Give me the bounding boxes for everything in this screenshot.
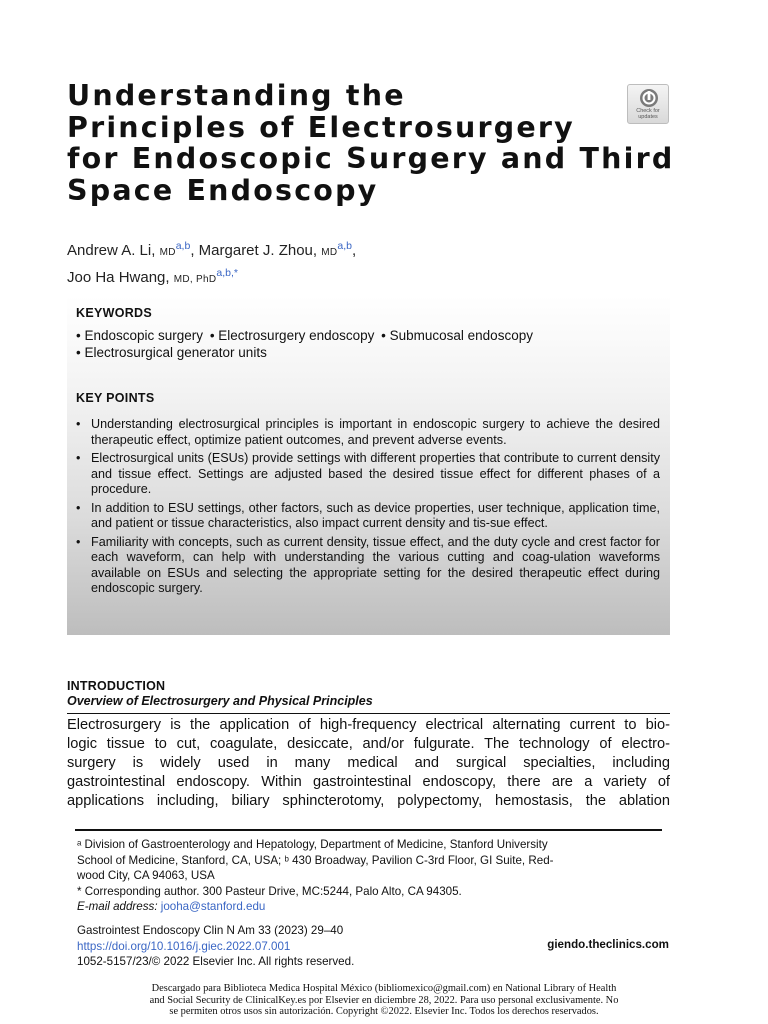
affiliation-note: ᵃ Division of Gastroenterology and Hepatology, Department of Medicine, Stanford University	[77, 838, 548, 851]
key-points-list	[75, 417, 660, 600]
title-line: for Endoscopic Surgery and Third	[67, 142, 675, 175]
check-for-updates-button[interactable]	[627, 84, 669, 124]
key-point-item: • Understanding electrosurgical principles is important in endoscopic surgery to achieve the desired therapeutic effect, optimize patient outcomes, and prevent adverse events.	[75, 417, 660, 448]
author-degree: MD	[321, 247, 338, 258]
email-label: E-mail address:	[77, 900, 161, 913]
journal-citation: Gastrointest Endoscopy Clin N Am 33 (2023) 29–40	[77, 924, 344, 937]
keywords-line	[76, 345, 270, 360]
body-line: applications including, biliary sphincterotomy, polypectomy, hemostasis, the ablation	[67, 792, 670, 809]
check-for-updates-icon	[639, 88, 659, 108]
author-degree: MD	[159, 247, 176, 258]
key-point-item: • Electrosurgical units (ESUs) provide settings with different properties that contribute to current density and tissue effect. Settings are adjusted based the desired tissue effect for different phases of a procedure.	[75, 451, 660, 498]
key-point-item: • In addition to ESU settings, other factors, such as device properties, user technique, application time, and patient or tissue characteristics, also impact current density and tis-sue effect.	[75, 501, 660, 532]
body-line: gastrointestinal endoscopy. Within gastrointestinal endoscopy, there are a variety of	[67, 773, 670, 790]
keyword: • Submucosal endoscopy	[381, 328, 533, 343]
download-notice-line: and Social Security de ClinicalKey.es por Elsevier en diciembre 28, 2022. Para uso personal exclusivamente. No	[149, 994, 619, 1006]
author-name: Andrew A. Li,	[67, 242, 160, 259]
subsection-rule	[67, 713, 670, 714]
keywords-heading: KEYWORDS	[76, 306, 153, 320]
footnotes	[77, 837, 662, 915]
keyword: • Electrosurgery endoscopy	[209, 328, 375, 343]
keywords-line	[76, 328, 536, 343]
body-paragraph	[67, 716, 670, 811]
footnote-rule	[75, 829, 662, 831]
affiliation-note: wood City, CA 94063, USA	[77, 869, 215, 882]
author-list	[67, 236, 687, 290]
body-line: logic tissue to cut, coagulate, desiccate, and/or fulgurate. The technology of electro-	[67, 735, 670, 752]
section-heading: INTRODUCTION	[67, 679, 166, 693]
author-separator: ,	[352, 242, 357, 259]
key-point-item: • Familiarity with concepts, such as current density, tissue effect, and the duty cycle and crest factor for each waveform, can help with understanding the various cutting and coag-ulation waveforms available on ESUs and selecting the appropriate setting for the desired therapeutic effect during endoscopic surgery.	[75, 535, 660, 597]
download-notice-line: se permiten otros usos sin autorización. Copyright ©2022. Elsevier Inc. Todos los derechos reservados.	[169, 1006, 599, 1018]
affiliation-link[interactable]: a,b	[175, 240, 191, 252]
author-degree: MD, PhD	[173, 274, 217, 285]
email-link[interactable]: jooha@stanford.edu	[160, 900, 266, 913]
keywords-keypoints-box	[67, 296, 670, 635]
affiliation-link[interactable]: a,b,*	[216, 267, 239, 279]
author-separator: ,	[190, 242, 199, 259]
affiliation-link[interactable]: a,b	[337, 240, 352, 252]
journal-info	[77, 923, 354, 970]
keyword: • Electrosurgical generator units	[76, 345, 267, 360]
author-name: Margaret J. Zhou,	[198, 242, 322, 259]
journal-website: giendo.theclinics.com	[547, 938, 669, 951]
corresponding-author-note: * Corresponding author. 300 Pasteur Drive, MC:5244, Palo Alto, CA 94305.	[77, 884, 462, 898]
title-line: Understanding the	[67, 79, 406, 112]
body-line: surgery is widely used in many medical and surgical specialties, including	[67, 754, 670, 771]
title-line: Principles of Electrosurgery	[67, 110, 575, 144]
check-for-updates-label: Check for updates	[636, 108, 660, 120]
affiliation-note: School of Medicine, Stanford, CA, USA; ᵇ 430 Broadway, Pavilion C-3rd Floor, GI Suite, Red-	[77, 853, 554, 867]
keyword: • Endoscopic surgery	[76, 328, 204, 343]
body-line: Electrosurgery is the application of high-frequency electrical alternating current to bio-	[67, 717, 670, 733]
email-note	[77, 899, 662, 915]
copyright-line: 1052-5157/23/© 2022 Elsevier Inc. All rights reserved.	[77, 955, 355, 968]
title-line: Space Endoscopy	[67, 173, 379, 207]
download-notice	[84, 983, 684, 1018]
key-points-heading: KEY POINTS	[76, 391, 155, 405]
doi-link[interactable]: https://doi.org/10.1016/j.giec.2022.07.001	[77, 939, 291, 953]
author-name: Joo Ha Hwang,	[67, 269, 174, 286]
subsection-heading: Overview of Electrosurgery and Physical Principles	[67, 694, 373, 708]
download-notice-line: Descargado para Biblioteca Medica Hospital México (bibliomexico@gmail.com) en National Library of Health	[151, 983, 617, 994]
